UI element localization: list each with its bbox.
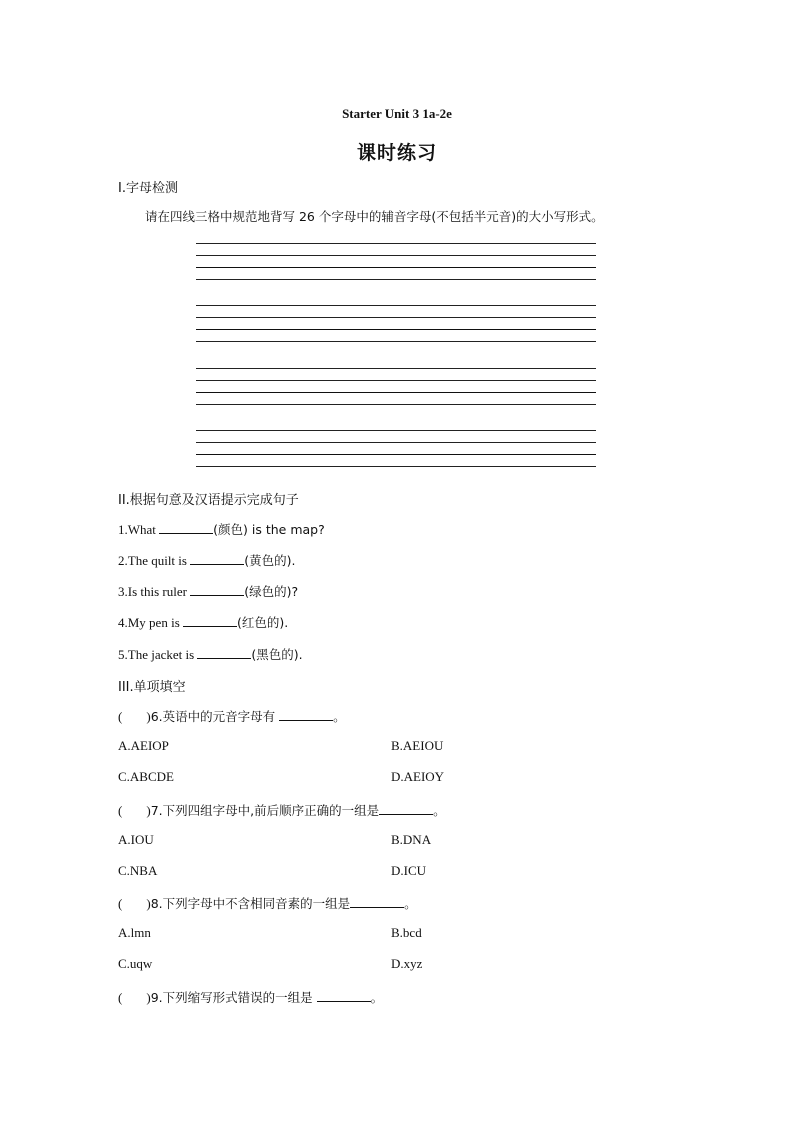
option-a[interactable]: A.IOU: [118, 832, 154, 847]
writing-line: [196, 317, 596, 318]
option-b[interactable]: B.AEIOU: [391, 738, 444, 753]
fill-sentence-2: 2.The quilt is (黄色的).: [118, 553, 296, 568]
option-b[interactable]: B.bcd: [391, 925, 422, 940]
writing-line: [196, 341, 596, 342]
question-9-stem: ( )9.下列缩写形式错误的一组是 。: [118, 990, 384, 1005]
answer-blank[interactable]: [379, 803, 433, 815]
section-1-heading: I.字母检测: [118, 181, 178, 196]
question-8-stem: ( )8.下列字母中不含相同音素的一组是 。: [118, 896, 417, 911]
answer-blank[interactable]: [190, 584, 244, 596]
page-title: 课时练习: [356, 142, 437, 164]
option-a[interactable]: A.lmn: [118, 925, 151, 940]
answer-blank[interactable]: [159, 522, 213, 534]
writing-line-baseline: [196, 454, 596, 455]
option-c[interactable]: C.uqw: [118, 956, 153, 971]
fill-sentence-1: 1.What (颜色) is the map?: [118, 522, 325, 537]
writing-line: [196, 380, 596, 381]
option-d[interactable]: D.xyz: [391, 956, 423, 971]
answer-blank[interactable]: [190, 553, 244, 565]
option-d[interactable]: D.ICU: [391, 863, 427, 878]
writing-line: [196, 305, 596, 306]
unit-title: Starter Unit 3 1a-2e: [342, 106, 452, 121]
option-c[interactable]: C.ABCDE: [118, 769, 174, 784]
writing-line-baseline: [196, 392, 596, 393]
section-3-heading: III.单项填空: [118, 680, 186, 695]
fill-sentence-4: 4.My pen is (红色的).: [118, 615, 289, 630]
fill-sentence-5: 5.The jacket is (黑色的).: [118, 647, 303, 662]
writing-line: [196, 368, 596, 369]
option-a[interactable]: A.AEIOP: [118, 738, 169, 753]
answer-blank[interactable]: [350, 896, 404, 908]
section-2-heading: II.根据句意及汉语提示完成句子: [118, 493, 299, 508]
writing-line: [196, 255, 596, 256]
answer-blank[interactable]: [183, 615, 237, 627]
writing-line: [196, 466, 596, 467]
answer-blank[interactable]: [197, 647, 251, 659]
writing-line: [196, 442, 596, 443]
writing-line: [196, 243, 596, 244]
option-d[interactable]: D.AEIOY: [391, 769, 445, 784]
answer-blank[interactable]: [317, 990, 371, 1002]
writing-line: [196, 279, 596, 280]
writing-line: [196, 430, 596, 431]
question-7-stem: ( )7.下列四组字母中,前后顺序正确的一组是 。: [118, 803, 446, 818]
option-c[interactable]: C.NBA: [118, 863, 158, 878]
writing-line-baseline: [196, 267, 596, 268]
writing-line: [196, 404, 596, 405]
option-b[interactable]: B.DNA: [391, 832, 432, 847]
fill-sentence-3: 3.Is this ruler (绿色的)?: [118, 584, 299, 599]
section-1-instruction: 请在四线三格中规范地背写 26 个字母中的辅音字母(不包括半元音)的大小写形式。: [145, 209, 604, 224]
writing-line-baseline: [196, 329, 596, 330]
answer-blank[interactable]: [279, 709, 333, 721]
question-6-stem: ( )6.英语中的元音字母有 。: [118, 709, 346, 724]
